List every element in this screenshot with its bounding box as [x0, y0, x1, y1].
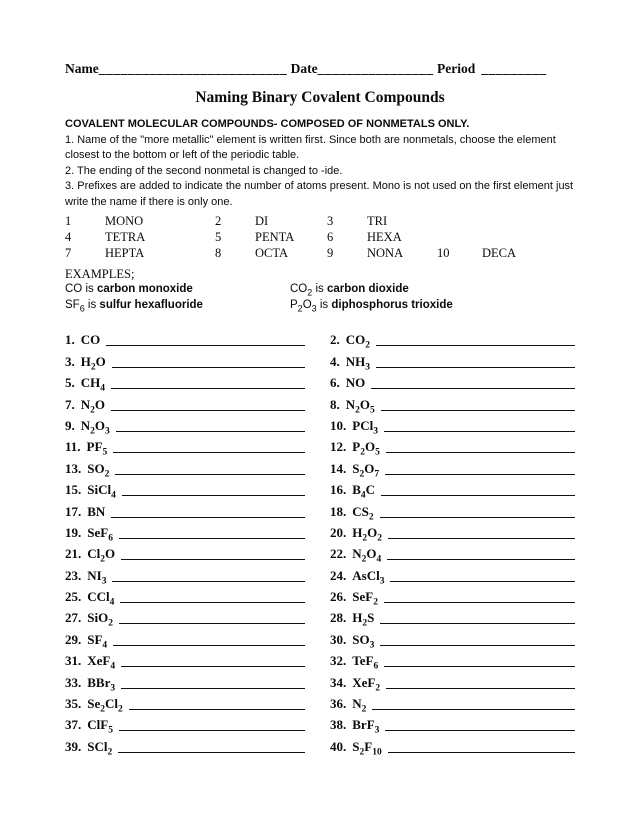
- compound-formula: SiCl$_4$: [87, 482, 116, 501]
- answer-blank: [380, 645, 575, 646]
- example-name: carbon dioxide: [326, 283, 409, 295]
- compound-formula: $NH_3$: [345, 353, 370, 373]
- answer-blank: [376, 345, 575, 346]
- compound-row: [330, 732, 575, 758]
- answer-blank: [385, 474, 575, 475]
- answer-blank: [388, 538, 575, 539]
- compound-formula: $CO_2$: [345, 332, 370, 351]
- compound-number: 3.: [65, 353, 75, 369]
- compound-row: [330, 412, 575, 437]
- compound-formula: $S_2F_{10}$: [352, 738, 382, 758]
- compound-number: 7.: [65, 396, 75, 412]
- prefix-number: [437, 229, 482, 245]
- instruction-rule-3: 3. Prefixes are added to indicate the number of atoms present. Mono is not used on the first element just write the name if there is only one.: [65, 180, 574, 208]
- compound-row: [330, 604, 575, 630]
- compound-formula: SiO$_2$: [87, 610, 113, 630]
- answer-blank: [122, 495, 305, 496]
- prefix-number: 9: [327, 246, 334, 260]
- compound-number: 4.: [330, 353, 340, 369]
- compound-number: 28.: [330, 610, 347, 626]
- answer-blank: [388, 752, 575, 753]
- compound-row: [65, 732, 305, 758]
- compound-row: [330, 690, 575, 715]
- prefix-name: [482, 229, 575, 245]
- compound-formula: BBr$_3$: [87, 674, 116, 694]
- compound-formula: $Cl_2O$: [87, 546, 116, 565]
- example-connector: is: [312, 283, 327, 295]
- compound-row: [330, 583, 575, 608]
- prefix-name: TRI: [367, 214, 388, 228]
- compound-row: [330, 711, 575, 737]
- compound-formula: $H_2S$: [352, 610, 375, 630]
- answer-blank: [106, 345, 305, 346]
- answer-blank: [119, 730, 305, 731]
- compound-formula: ClF$_5$: [87, 717, 113, 737]
- compound-number: 37.: [65, 717, 82, 733]
- compound-number: 29.: [65, 631, 82, 647]
- compound-row: [330, 390, 575, 416]
- answer-blank: [385, 730, 575, 731]
- prefix-name: DECA: [482, 246, 517, 260]
- period-label: Period: [437, 61, 476, 76]
- compound-row: [65, 433, 305, 458]
- compound-row: [330, 476, 575, 501]
- example-item: [65, 282, 290, 298]
- compound-number: 2.: [330, 332, 340, 348]
- compound-row: [330, 540, 575, 565]
- compound-number: 23.: [65, 567, 82, 583]
- compound-formula: XeF$_4$: [87, 653, 116, 672]
- compound-number: 1.: [65, 332, 75, 348]
- compound-row: [330, 433, 575, 458]
- example-item: [290, 282, 575, 298]
- compound-row: [330, 369, 575, 390]
- compound-formula: $CH_4$: [80, 375, 105, 394]
- compound-formula: $N_2O_5$: [345, 396, 375, 416]
- instructions: [65, 117, 577, 210]
- compound-formula: $H_2O$: [80, 353, 106, 373]
- examples-heading: EXAMPLES;: [65, 267, 135, 281]
- compound-formula: $PF_5$: [86, 439, 108, 458]
- compound-row: [65, 604, 305, 630]
- example-item: [290, 298, 575, 314]
- example-name: carbon monoxide: [96, 283, 193, 295]
- answer-blank: [390, 581, 575, 582]
- compound-number: 12.: [330, 439, 347, 455]
- date-label: Date: [290, 61, 318, 76]
- compound-number: 25.: [65, 589, 82, 605]
- prefix-number: 5: [215, 230, 222, 244]
- compound-number: 9.: [65, 417, 75, 433]
- compound-row: [330, 326, 575, 351]
- date-blank: ________________: [317, 61, 434, 76]
- compound-number: 26.: [330, 589, 347, 605]
- compound-formula: SeF$_2$: [352, 589, 378, 608]
- examples-section: [65, 266, 575, 313]
- compound-formula: $SF_4$: [87, 631, 108, 651]
- compound-row: [65, 347, 305, 373]
- compound-formula: NO: [345, 375, 366, 391]
- compound-number: 14.: [330, 460, 347, 476]
- compound-number: 32.: [330, 653, 347, 669]
- prefix-name: HEXA: [367, 230, 402, 244]
- answer-blank: [119, 623, 305, 624]
- compound-row: [330, 668, 575, 694]
- compound-formula: $CS_2$: [352, 503, 374, 523]
- prefix-number: 6: [327, 230, 334, 244]
- compound-number: 40.: [330, 738, 347, 754]
- compound-number: 13.: [65, 460, 82, 476]
- prefix-number: 2: [215, 214, 222, 228]
- compound-number: 5.: [65, 375, 75, 391]
- name-blank: __________________________: [98, 61, 288, 76]
- prefix-name: MONO: [105, 214, 144, 228]
- compound-formula: XeF$_2$: [352, 674, 381, 694]
- prefix-name: PENTA: [255, 230, 295, 244]
- answer-blank: [386, 452, 575, 453]
- compound-formula: SeF$_6$: [87, 524, 113, 544]
- prefix-name: HEPTA: [105, 246, 145, 260]
- answer-blank: [371, 388, 575, 389]
- compound-formula: $SO_2$: [87, 460, 110, 480]
- compound-row: [65, 369, 305, 394]
- compound-row: [65, 647, 305, 672]
- prefix-table: [65, 213, 575, 261]
- answer-blank: [119, 538, 305, 539]
- compound-formula: PCl$_3$: [352, 417, 378, 437]
- compound-formula: $N_2O_3$: [80, 417, 110, 437]
- compound-list: [65, 326, 575, 758]
- answer-blank: [381, 410, 575, 411]
- compound-number: 35.: [65, 696, 82, 712]
- compound-row: [330, 497, 575, 523]
- answer-blank: [121, 666, 305, 667]
- compound-number: 6.: [330, 375, 340, 391]
- answer-blank: [380, 623, 575, 624]
- answer-blank: [113, 452, 305, 453]
- compound-formula: TeF$_6$: [352, 653, 379, 672]
- example-formula: CO: [65, 283, 83, 295]
- example-formula: $SF_6$: [65, 298, 85, 313]
- instruction-rule-1: 1. Name of the "more metallic" element is written first. Since both are nonmetals, choose the element closest to the bottom or left of the periodic table.: [65, 133, 556, 161]
- compound-row: [65, 583, 305, 608]
- answer-blank: [116, 431, 305, 432]
- compound-row: [65, 412, 305, 437]
- compound-formula: $N_2$: [352, 696, 367, 715]
- name-label: Name: [65, 61, 99, 76]
- answer-blank: [384, 666, 575, 667]
- compound-row: [65, 326, 305, 347]
- instructions-heading: COVALENT MOLECULAR COMPOUNDS- COMPOSED OF NONMETALS ONLY.: [65, 118, 470, 130]
- compound-row: [65, 390, 305, 416]
- compound-number: 20.: [330, 524, 347, 540]
- example-item: [65, 298, 290, 314]
- prefix-number: 3: [327, 214, 334, 228]
- instruction-rule-2: 2. The ending of the second nonmetal is changed to -ide.: [65, 164, 343, 177]
- compound-number: 36.: [330, 696, 347, 712]
- answer-blank: [112, 367, 305, 368]
- period-blank: _________: [481, 61, 547, 76]
- compound-number: 30.: [330, 631, 347, 647]
- answer-blank: [112, 581, 305, 582]
- compound-formula: $B_4C$: [352, 482, 376, 501]
- answer-blank: [387, 559, 575, 560]
- answer-blank: [376, 367, 575, 368]
- compound-formula: AsCl$_3$: [352, 567, 385, 587]
- compound-formula: $H_2O_2$: [352, 524, 382, 544]
- prefix-number: 7: [65, 246, 72, 260]
- prefix-number: 10: [437, 246, 450, 260]
- compound-formula: $P_2O_5$: [352, 439, 380, 458]
- compound-number: 31.: [65, 653, 82, 669]
- compound-formula: BrF$_3$: [352, 717, 380, 737]
- compound-row: [65, 711, 305, 737]
- compound-formula: $SO_3$: [352, 631, 375, 651]
- answer-blank: [120, 602, 305, 603]
- compound-number: 34.: [330, 674, 347, 690]
- compound-formula: $NI_3$: [87, 567, 107, 587]
- compound-row: [65, 561, 305, 587]
- example-formula: $P_2O_3$: [290, 298, 317, 313]
- example-connector: is: [82, 283, 97, 295]
- compound-number: 17.: [65, 503, 82, 519]
- example-connector: is: [84, 298, 100, 311]
- compound-row: [65, 668, 305, 694]
- compound-formula: $Se_2Cl_2$: [87, 696, 123, 715]
- prefix-number: 8: [215, 246, 222, 260]
- prefix-name: [482, 213, 575, 229]
- compound-number: 10.: [330, 417, 347, 433]
- compound-row: [65, 454, 305, 480]
- compound-row: [65, 625, 305, 651]
- compound-row: [330, 347, 575, 373]
- compound-row: [330, 647, 575, 672]
- compound-row: [65, 690, 305, 715]
- compound-number: 27.: [65, 610, 82, 626]
- examples-grid: [65, 282, 575, 313]
- answer-blank: [372, 709, 575, 710]
- compound-number: 24.: [330, 567, 347, 583]
- answer-blank: [115, 474, 305, 475]
- compound-row: [65, 540, 305, 565]
- compound-number: 39.: [65, 738, 82, 754]
- prefix-name: DI: [255, 214, 269, 228]
- compound-number: 18.: [330, 503, 347, 519]
- compound-formula: $N_2O_4$: [352, 546, 382, 565]
- answer-blank: [384, 431, 575, 432]
- prefix-number: 4: [65, 230, 72, 244]
- example-formula: $CO_2$: [290, 283, 313, 298]
- prefix-name: OCTA: [255, 246, 289, 260]
- compound-formula: CO: [80, 332, 101, 348]
- compound-formula: SCl$_2$: [87, 738, 113, 758]
- compound-row: [65, 519, 305, 544]
- page-title: Naming Binary Covalent Compounds: [195, 89, 445, 106]
- answer-blank: [384, 602, 575, 603]
- compound-row: [330, 519, 575, 544]
- prefix-number: [437, 213, 482, 229]
- compound-row: [65, 476, 305, 501]
- answer-blank: [121, 688, 305, 689]
- compound-row: [330, 625, 575, 651]
- name-date-period-line: [65, 60, 575, 77]
- prefix-name: NONA: [367, 246, 404, 260]
- example-name: diphosphorus trioxide: [331, 298, 453, 311]
- compound-formula: $S_2O_7$: [352, 460, 380, 480]
- example-name: sulfur hexafluoride: [99, 298, 203, 311]
- answer-blank: [386, 688, 575, 689]
- compound-row: [65, 497, 305, 518]
- answer-blank: [113, 645, 305, 646]
- answer-blank: [111, 517, 305, 518]
- compound-number: 33.: [65, 674, 82, 690]
- compound-number: 22.: [330, 546, 347, 562]
- example-connector: is: [316, 298, 332, 311]
- answer-blank: [111, 388, 305, 389]
- answer-blank: [380, 517, 575, 518]
- compound-number: 11.: [65, 439, 81, 455]
- answer-blank: [129, 709, 305, 710]
- compound-formula: BN: [87, 503, 106, 519]
- compound-number: 19.: [65, 524, 82, 540]
- compound-number: 15.: [65, 482, 82, 498]
- compound-number: 16.: [330, 482, 347, 498]
- compound-row: [330, 454, 575, 480]
- compound-formula: CCl$_4$: [87, 589, 115, 608]
- answer-blank: [111, 410, 305, 411]
- compound-number: 21.: [65, 546, 82, 562]
- answer-blank: [121, 559, 305, 560]
- prefix-number: 1: [65, 214, 72, 228]
- compound-row: [330, 561, 575, 587]
- compound-number: 8.: [330, 396, 340, 412]
- compound-number: 38.: [330, 717, 347, 733]
- prefix-name: TETRA: [105, 230, 146, 244]
- answer-blank: [381, 495, 575, 496]
- answer-blank: [118, 752, 305, 753]
- compound-formula: $N_2O$: [80, 396, 106, 416]
